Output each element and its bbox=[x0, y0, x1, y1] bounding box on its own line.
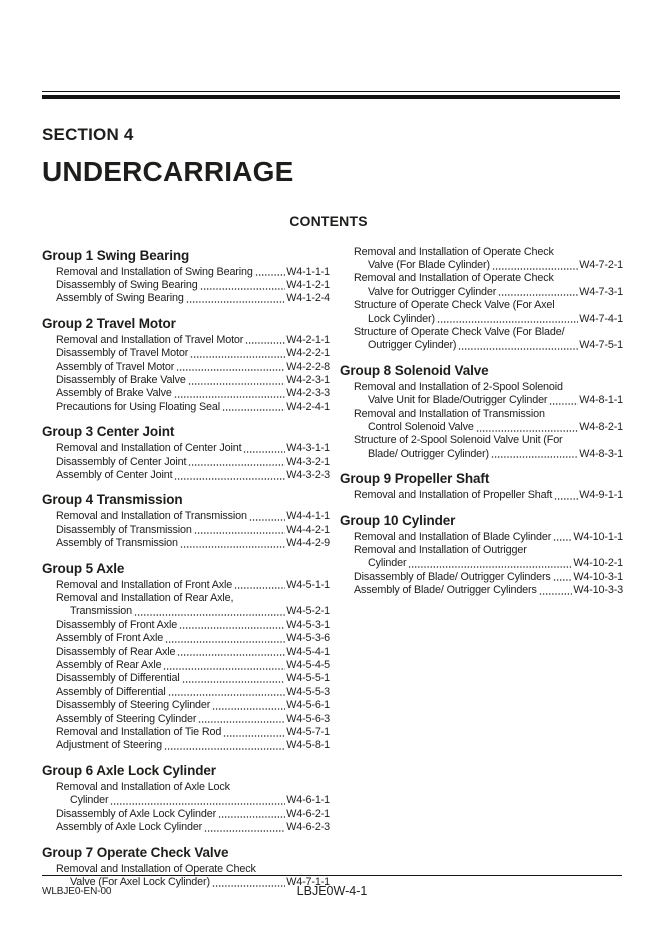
dot-leader bbox=[552, 571, 573, 584]
dot-leader bbox=[222, 726, 285, 739]
toc-entry-text: Lock Cylinder) bbox=[368, 312, 435, 325]
toc-entry-text: Assembly of Axle Lock Cylinder bbox=[56, 821, 203, 834]
toc-entry-page-ref: W4-5-4-5 bbox=[286, 659, 330, 672]
dot-leader bbox=[538, 584, 573, 597]
toc-group-heading: Group 10 Cylinder bbox=[340, 512, 456, 528]
toc-entry-line bbox=[340, 584, 623, 597]
toc-entry-page-ref: W4-2-1-1 bbox=[286, 333, 330, 346]
toc-entry-page-ref: W4-5-1-1 bbox=[286, 578, 330, 591]
dot-leader bbox=[187, 374, 285, 387]
toc-entry-text: Structure of 2-Spool Solenoid Valve Unit (For bbox=[354, 434, 563, 447]
toc-entry-page-ref: W4-5-6-3 bbox=[286, 712, 330, 725]
toc-entry-line bbox=[42, 266, 330, 279]
dot-leader bbox=[176, 646, 285, 659]
toc-entry-text: Valve for Outrigger Cylinder bbox=[368, 285, 497, 298]
toc-entry-page-ref: W4-1-1-1 bbox=[286, 265, 330, 278]
toc-entry-line bbox=[340, 571, 623, 584]
toc-entry-text: Assembly of Rear Axle bbox=[56, 659, 162, 672]
toc-entry-page-ref: W4-1-2-4 bbox=[286, 292, 330, 305]
toc-entry-page-ref: W4-3-2-1 bbox=[286, 455, 330, 468]
toc-entry-text: Removal and Installation of 2-Spool Solenoid bbox=[354, 380, 563, 393]
toc-entry-text: Removal and Installation of Propeller Shaft bbox=[354, 489, 553, 502]
toc-entry-line bbox=[340, 339, 623, 352]
toc-entry-line bbox=[42, 686, 330, 699]
toc-entry-line bbox=[42, 619, 330, 632]
toc-entry-page-ref: W4-6-2-3 bbox=[286, 821, 330, 834]
toc-group-heading: Group 3 Center Joint bbox=[42, 424, 175, 440]
toc-entry-page-ref: W4-7-1-1 bbox=[286, 875, 330, 888]
toc-entry-text: Precautions for Using Floating Seal bbox=[56, 400, 220, 413]
dot-leader bbox=[217, 808, 285, 821]
toc-entry-line bbox=[340, 394, 623, 407]
toc-entry-line bbox=[42, 401, 330, 414]
toc-entry-text: Disassembly of Blade/ Outrigger Cylinders bbox=[354, 570, 551, 583]
toc-entry-text: Disassembly of Steering Cylinder bbox=[56, 699, 211, 712]
toc-entry-text: Removal and Installation of Travel Motor bbox=[56, 333, 244, 346]
dot-leader bbox=[175, 361, 285, 374]
toc-entry-text: Adjustment of Steering bbox=[56, 739, 162, 752]
toc-entry-page-ref: W4-9-1-1 bbox=[579, 489, 623, 502]
toc-entry-line bbox=[42, 469, 330, 482]
dot-leader bbox=[199, 279, 286, 292]
toc-entry-line bbox=[340, 557, 623, 570]
toc-entry-page-ref: W4-8-2-1 bbox=[579, 420, 623, 433]
toc-entry-line bbox=[42, 361, 330, 374]
toc-entry-page-ref: W4-5-7-1 bbox=[286, 726, 330, 739]
toc-entry-page-ref: W4-5-5-3 bbox=[286, 685, 330, 698]
toc-entry-page-ref: W4-7-2-1 bbox=[579, 258, 623, 271]
toc-entry-line bbox=[42, 699, 330, 712]
dot-leader bbox=[254, 266, 285, 279]
toc-entry-text: Removal and Installation of Transmission bbox=[354, 407, 545, 420]
toc-entry-line bbox=[42, 387, 330, 400]
footer-rule bbox=[42, 875, 622, 876]
toc-entry-line bbox=[340, 299, 623, 312]
dot-leader bbox=[233, 579, 285, 592]
toc-entry-line bbox=[42, 334, 330, 347]
footer-row bbox=[42, 884, 622, 900]
dot-leader bbox=[475, 421, 578, 434]
toc-entry-line bbox=[42, 646, 330, 659]
toc-entry-page-ref: W4-3-2-3 bbox=[286, 468, 330, 481]
toc-entry-line bbox=[42, 821, 330, 834]
toc-entry-line bbox=[42, 605, 330, 618]
toc-entry-line bbox=[42, 726, 330, 739]
dot-leader bbox=[164, 632, 285, 645]
dot-leader bbox=[548, 394, 578, 407]
toc-entry-text: Assembly of Swing Bearing bbox=[56, 292, 184, 305]
toc-entry-text: Removal and Installation of Center Joint bbox=[56, 442, 242, 455]
toc-entry-text: Removal and Installation of Operate Check bbox=[56, 862, 256, 875]
toc-entry-line bbox=[340, 313, 623, 326]
toc-entry-line bbox=[42, 524, 330, 537]
toc-entry-line bbox=[42, 537, 330, 550]
toc-entry-page-ref: W4-5-4-1 bbox=[286, 645, 330, 658]
dot-leader bbox=[407, 557, 572, 570]
toc-entry-line bbox=[42, 863, 330, 876]
dot-leader bbox=[497, 286, 578, 299]
toc-entry-text: Control Solenoid Valve bbox=[368, 420, 474, 433]
toc-entry-line bbox=[340, 544, 623, 557]
toc-entry-text: Removal and Installation of Swing Bearing bbox=[56, 265, 253, 278]
toc-entry-text: Structure of Operate Check Valve (For Blade/ bbox=[354, 325, 565, 338]
dot-leader bbox=[193, 524, 285, 537]
toc-entry-line bbox=[42, 510, 330, 523]
dot-leader bbox=[133, 605, 285, 618]
toc-entry-text: Assembly of Differential bbox=[56, 685, 166, 698]
header-double-rule bbox=[42, 91, 620, 99]
toc-entry-line bbox=[42, 713, 330, 726]
toc-column-right bbox=[340, 246, 623, 890]
toc-entry-page-ref: W4-10-3-3 bbox=[573, 584, 623, 597]
dot-leader bbox=[553, 489, 578, 502]
toc-entry-text: Removal and Installation of Rear Axle, bbox=[56, 592, 234, 604]
toc-entry-line bbox=[42, 579, 330, 592]
toc-entry-line bbox=[42, 672, 330, 685]
dot-leader bbox=[173, 387, 285, 400]
toc-entry-line bbox=[340, 381, 623, 394]
toc-entry-text: Removal and Installation of Axle Lock bbox=[56, 780, 230, 793]
toc-entry-page-ref: W4-2-2-8 bbox=[286, 360, 330, 373]
toc-entry-line bbox=[42, 781, 330, 794]
dot-leader bbox=[203, 821, 285, 834]
dot-leader bbox=[552, 531, 572, 544]
toc-entry-text: Disassembly of Swing Bearing bbox=[56, 278, 198, 291]
contents-heading: CONTENTS bbox=[289, 212, 368, 229]
dot-leader bbox=[181, 672, 286, 685]
dot-leader bbox=[244, 334, 285, 347]
toc-entry-line bbox=[340, 259, 623, 272]
toc-entry-page-ref: W4-10-3-1 bbox=[573, 570, 623, 583]
toc-entry-line bbox=[42, 292, 330, 305]
dot-leader bbox=[178, 619, 285, 632]
toc-entry-text: Disassembly of Center Joint bbox=[56, 455, 187, 468]
toc-entry-page-ref: W4-8-1-1 bbox=[579, 394, 623, 407]
toc-entry-line bbox=[340, 272, 623, 285]
toc-entry-text: Transmission bbox=[70, 605, 132, 618]
toc-entry-line bbox=[340, 326, 623, 339]
toc-entry-line bbox=[42, 739, 330, 752]
toc-group-heading: Group 6 Axle Lock Cylinder bbox=[42, 762, 216, 778]
table-of-contents bbox=[42, 246, 623, 890]
toc-entry-text: Disassembly of Travel Motor bbox=[56, 347, 189, 360]
dot-leader bbox=[162, 659, 285, 672]
toc-group-heading: Group 5 Axle bbox=[42, 560, 125, 576]
toc-entry-line bbox=[340, 408, 623, 421]
toc-entry-page-ref: W4-5-2-1 bbox=[286, 605, 330, 618]
toc-column-left bbox=[42, 246, 330, 890]
toc-group-heading: Group 1 Swing Bearing bbox=[42, 247, 190, 263]
dot-leader bbox=[173, 469, 285, 482]
toc-entry-text: Disassembly of Differential bbox=[56, 672, 180, 685]
toc-entry-page-ref: W4-5-8-1 bbox=[286, 739, 330, 752]
toc-entry-line bbox=[340, 448, 623, 461]
toc-entry-line bbox=[42, 794, 330, 807]
toc-entry-text: Assembly of Front Axle bbox=[56, 632, 164, 645]
toc-entry-text: Disassembly of Rear Axle bbox=[56, 645, 176, 658]
toc-entry-text: Removal and Installation of Operate Check bbox=[354, 245, 554, 258]
dot-leader bbox=[490, 448, 578, 461]
toc-entry-text: Valve Unit for Blade/Outrigger Cylinder bbox=[368, 394, 548, 407]
toc-entry-page-ref: W4-6-1-1 bbox=[286, 794, 330, 807]
toc-entry-text: Cylinder bbox=[368, 557, 407, 570]
toc-group-heading: Group 9 Propeller Shaft bbox=[340, 471, 490, 487]
dot-leader bbox=[436, 313, 578, 326]
dot-leader bbox=[179, 537, 285, 550]
toc-entry-text: Assembly of Transmission bbox=[56, 537, 178, 550]
toc-entry-page-ref: W4-2-3-3 bbox=[286, 387, 330, 400]
toc-entry-text: Assembly of Blade/ Outrigger Cylinders bbox=[354, 584, 537, 597]
dot-leader bbox=[242, 442, 285, 455]
toc-entry-line bbox=[42, 279, 330, 292]
toc-entry-text: Disassembly of Axle Lock Cylinder bbox=[56, 807, 217, 820]
toc-entry-line bbox=[340, 434, 623, 447]
toc-entry-text: Removal and Installation of Blade Cylinder bbox=[354, 530, 552, 543]
toc-entry-line bbox=[42, 808, 330, 821]
toc-entry-page-ref: W4-1-2-1 bbox=[286, 278, 330, 291]
toc-entry-line bbox=[42, 347, 330, 360]
toc-entry-page-ref: W4-10-2-1 bbox=[573, 557, 623, 570]
toc-entry-text: Disassembly of Transmission bbox=[56, 523, 192, 536]
toc-entry-page-ref: W4-4-2-1 bbox=[286, 523, 330, 536]
toc-entry-text: Structure of Operate Check Valve (For Axel bbox=[354, 299, 555, 312]
toc-entry-page-ref: W4-6-2-1 bbox=[286, 807, 330, 820]
dot-leader bbox=[211, 699, 285, 712]
toc-entry-page-ref: W4-7-5-1 bbox=[579, 339, 623, 352]
toc-entry-text: Assembly of Steering Cylinder bbox=[56, 712, 197, 725]
toc-entry-text: Removal and Installation of Front Axle bbox=[56, 578, 233, 591]
toc-entry-text: Removal and Installation of Outrigger bbox=[354, 544, 527, 556]
toc-entry-page-ref: W4-5-3-6 bbox=[286, 632, 330, 645]
toc-entry-page-ref: W4-3-1-1 bbox=[286, 442, 330, 455]
toc-entry-line bbox=[340, 531, 623, 544]
dot-leader bbox=[248, 510, 285, 523]
toc-entry-text: Assembly of Brake Valve bbox=[56, 387, 172, 400]
toc-entry-text: Valve (For Blade Cylinder) bbox=[368, 258, 490, 271]
toc-entry-line bbox=[42, 442, 330, 455]
toc-entry-line bbox=[42, 592, 330, 605]
page-number: LBJE0W-4-1 bbox=[296, 884, 368, 898]
dot-leader bbox=[491, 259, 578, 272]
toc-entry-page-ref: W4-10-1-1 bbox=[573, 530, 623, 543]
toc-entry-line bbox=[42, 456, 330, 469]
toc-entry-line bbox=[340, 246, 623, 259]
dot-leader bbox=[163, 739, 285, 752]
page-title: UNDERCARRIAGE bbox=[42, 155, 294, 187]
toc-entry-page-ref: W4-8-3-1 bbox=[579, 447, 623, 460]
dot-leader bbox=[187, 456, 285, 469]
toc-entry-line bbox=[340, 489, 623, 502]
toc-entry-text: Blade/ Outrigger Cylinder) bbox=[368, 447, 489, 460]
toc-entry-page-ref: W4-7-4-1 bbox=[579, 312, 623, 325]
toc-entry-line bbox=[42, 632, 330, 645]
dot-leader bbox=[221, 401, 285, 414]
section-label: SECTION 4 bbox=[42, 124, 134, 144]
toc-group-heading: Group 4 Transmission bbox=[42, 492, 183, 508]
toc-entry-text: Outrigger Cylinder) bbox=[368, 339, 457, 352]
dot-leader bbox=[457, 339, 578, 352]
toc-entry-text: Assembly of Center Joint bbox=[56, 468, 173, 481]
toc-group-heading: Group 2 Travel Motor bbox=[42, 315, 176, 331]
toc-entry-page-ref: W4-2-4-1 bbox=[286, 400, 330, 413]
toc-entry-page-ref: W4-5-5-1 bbox=[286, 672, 330, 685]
dot-leader bbox=[167, 686, 286, 699]
toc-group-heading: Group 7 Operate Check Valve bbox=[42, 844, 229, 860]
toc-entry-page-ref: W4-2-2-1 bbox=[286, 347, 330, 360]
toc-entry-text: Assembly of Travel Motor bbox=[56, 360, 175, 373]
document-code: WLBJE0-EN-00 bbox=[42, 886, 112, 897]
toc-entry-page-ref: W4-7-3-1 bbox=[579, 285, 623, 298]
toc-entry-text: Disassembly of Brake Valve bbox=[56, 373, 186, 386]
toc-entry-line bbox=[42, 374, 330, 387]
toc-entry-line bbox=[340, 421, 623, 434]
dot-leader bbox=[197, 713, 285, 726]
dot-leader bbox=[185, 292, 286, 305]
toc-group-heading: Group 8 Solenoid Valve bbox=[340, 362, 489, 378]
toc-entry-text: Removal and Installation of Operate Check bbox=[354, 272, 554, 285]
toc-entry-text: Disassembly of Front Axle bbox=[56, 618, 178, 631]
toc-entry-text: Removal and Installation of Transmission bbox=[56, 510, 247, 523]
toc-entry-page-ref: W4-4-2-9 bbox=[286, 537, 330, 550]
toc-entry-page-ref: W4-2-3-1 bbox=[286, 373, 330, 386]
dot-leader bbox=[189, 347, 285, 360]
toc-entry-text: Valve (For Axel Lock Cylinder) bbox=[70, 875, 210, 888]
toc-entry-text: Cylinder bbox=[70, 794, 109, 807]
toc-entry-page-ref: W4-5-3-1 bbox=[286, 618, 330, 631]
toc-entry-line bbox=[42, 659, 330, 672]
page-footer bbox=[42, 875, 622, 900]
toc-entry-page-ref: W4-4-1-1 bbox=[286, 510, 330, 523]
dot-leader bbox=[109, 794, 285, 807]
toc-entry-page-ref: W4-5-6-1 bbox=[286, 699, 330, 712]
toc-entry-text: Removal and Installation of Tie Rod bbox=[56, 726, 222, 739]
toc-entry-line bbox=[340, 286, 623, 299]
